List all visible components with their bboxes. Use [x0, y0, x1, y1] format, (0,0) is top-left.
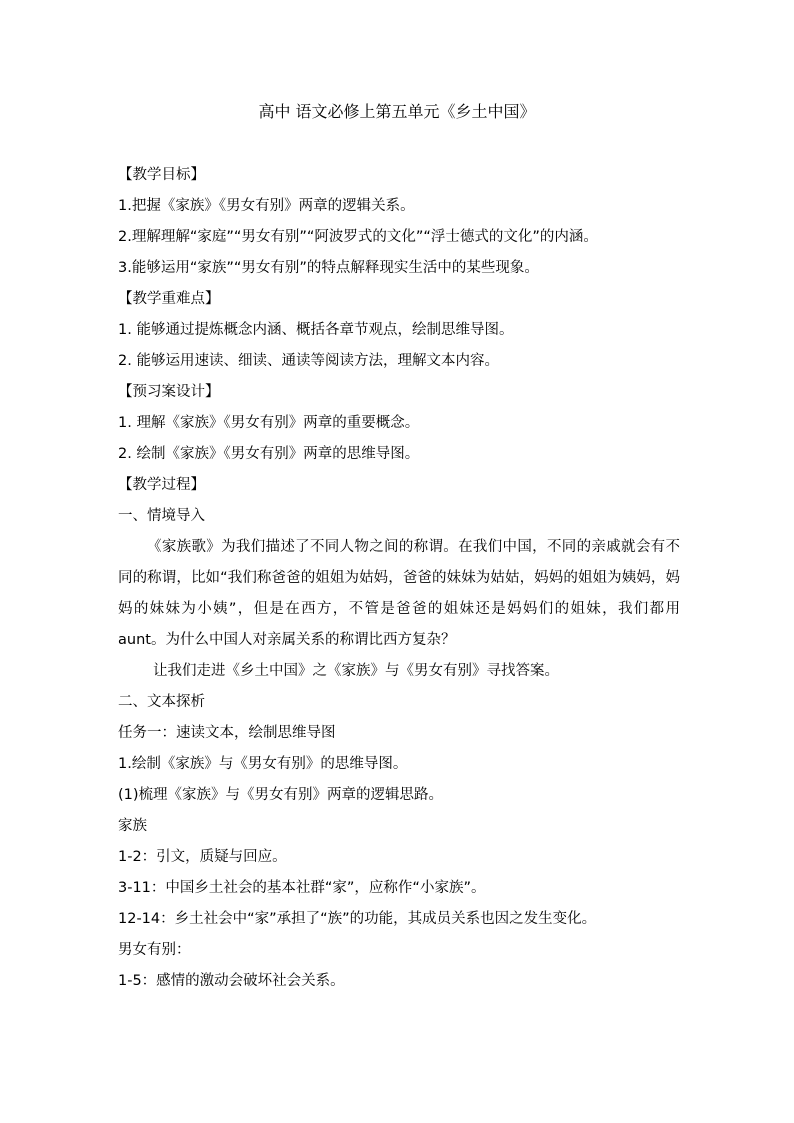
document-body	[118, 160, 680, 997]
intro-paragraph-2: 让我们走进《乡土中国》之《家族》与《男女有别》寻找答案。	[153, 663, 559, 679]
objectives-heading: 【教学目标】	[118, 167, 205, 183]
objective-item: 3.能够运用“家族”“男女有别”的特点解释现实生活中的某些现象。	[118, 260, 539, 276]
preview-heading: 【预习案设计】	[118, 384, 220, 400]
gender-item: 1-5：感情的激动会破坏社会关系。	[118, 973, 345, 989]
part2-heading: 二、文本探析	[118, 694, 205, 710]
objective-item: 2.理解理解“家庭”“男女有别”“阿波罗式的文化”“浮士德式的文化”的内涵。	[118, 229, 598, 245]
task1-heading: 任务一：速读文本，绘制思维导图	[118, 725, 336, 741]
key-point-item: 2. 能够运用速读、细读、通读等阅读方法，理解文本内容。	[118, 353, 499, 369]
family-label: 家族	[118, 818, 147, 834]
page-title: 高中 语文必修上第五单元《乡土中国》	[258, 102, 536, 121]
key-points-heading: 【教学重难点】	[118, 291, 220, 307]
task1-subitem: (1)梳理《家族》与《男女有别》两章的逻辑思路。	[118, 787, 444, 803]
process-heading: 【教学过程】	[118, 477, 205, 493]
task1-item: 1.绘制《家族》与《男女有别》的思维导图。	[118, 756, 408, 772]
intro-paragraph: 《家族歌》为我们描述了不同人物之间的称谓。在我们中国，不同的亲戚就会有不同的称谓，比如“我们称爸爸的姐姐为姑妈，爸爸的妹妹为姑姑，妈妈的姐姐为姨妈，妈妈的妹妹为小姨”，但是在西方，不管是爸爸的姐妹还是妈妈们的姐妹，我们都用 aunt。为什么中国人对亲属关系的称谓比西方复杂？	[118, 539, 680, 648]
preview-item: 1. 理解《家族》《男女有别》两章的重要概念。	[118, 415, 420, 431]
family-item: 3-11：中国乡土社会的基本社群“家”，应称作“小家族”。	[118, 880, 486, 896]
family-item: 1-2：引文，质疑与回应。	[118, 849, 287, 865]
preview-item: 2. 绘制《家族》《男女有别》两章的思维导图。	[118, 446, 420, 462]
part1-heading: 一、情境导入	[118, 508, 205, 524]
key-point-item: 1. 能够通过提炼概念内涵、概括各章节观点，绘制思维导图。	[118, 322, 514, 338]
objective-item: 1.把握《家族》《男女有别》两章的逻辑关系。	[118, 198, 415, 214]
gender-label: 男女有别：	[118, 942, 191, 958]
family-item: 12-14：乡土社会中“家”承担了“族”的功能，其成员关系也因之发生变化。	[118, 911, 597, 927]
